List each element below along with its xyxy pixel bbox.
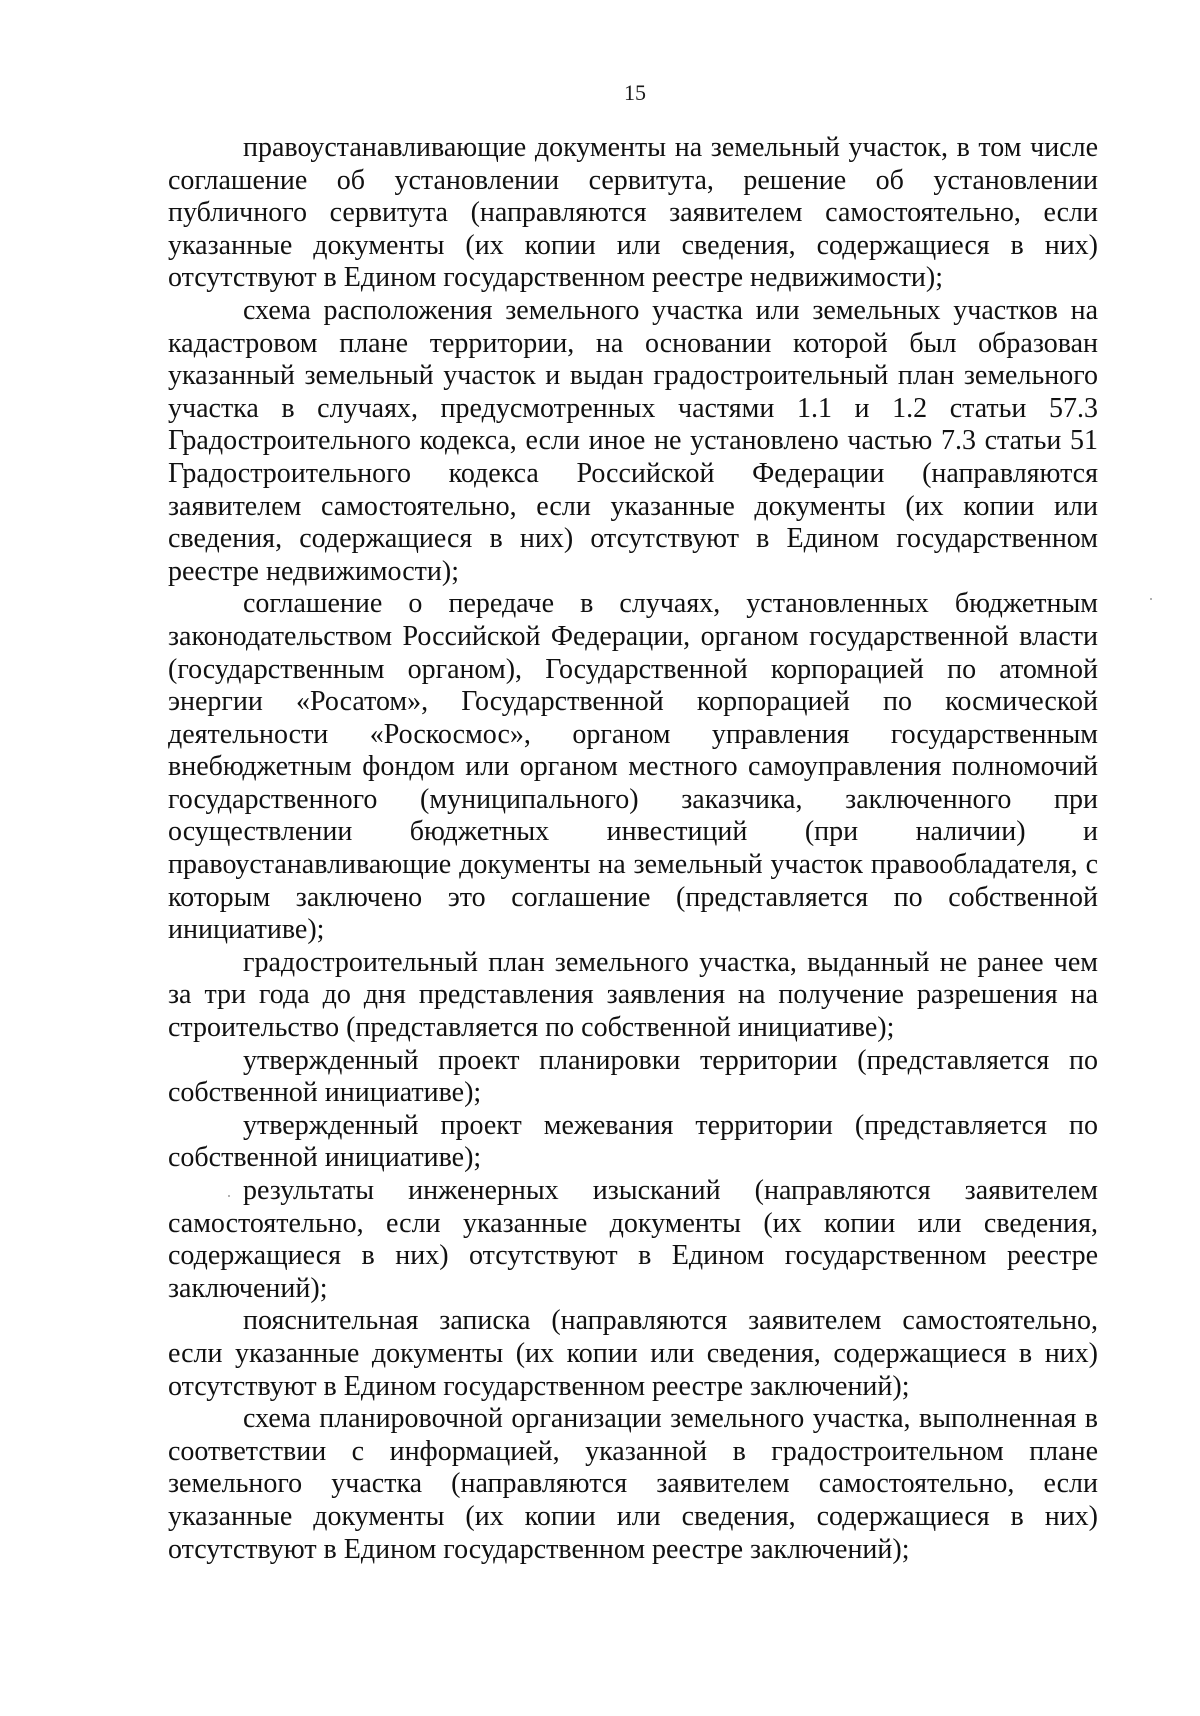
- paragraph-site-planning-scheme: схема планировочной организации земельного участка, выполненная в соответствии с информацией, указанной в градостроительном плане земельного участка (направляются заявителем самостоятельно, если указанные документы (их копии или сведения, содержащиеся в них) отсутствуют в Едином государственном реестре заключений);: [168, 1403, 1098, 1565]
- paragraph-transfer-agreement: соглашение о передаче в случаях, установленных бюджетным законодательством Российской Федерации, органом государственной власти (государственным органом), Государственной корпорацией по атомной энергии «Росатом», Государственной корпорацией по космической деятельности «Роскосмос», органом управления государственным внебюджетным фондом или органом местного самоуправления полномочий государственного (муниципального) заказчика, заключенного при осуществлении бюджетных инвестиций (при наличии) и правоустанавливающие документы на земельный участок правообладателя, с которым заключено это соглашение (представляется по собственной инициативе);: [168, 588, 1098, 946]
- paragraph-land-survey-project: утвержденный проект межевания территории (представляется по собственной инициативе);: [168, 1109, 1098, 1174]
- paragraph-land-title-documents: правоустанавливающие документы на земельный участок, в том числе соглашение об установлении сервитута, решение об установлении публичного сервитута (направляются заявителем самостоятельно, если указанные документы (их копии или сведения, содержащиеся в них) отсутствуют в Едином государственном реестре недвижимости);: [168, 132, 1098, 294]
- paragraph-explanatory-note: пояснительная записка (направляются заявителем самостоятельно, если указанные документы (их копии или сведения, содержащиеся в них) отсутствуют в Едином государственном реестре заключений);: [168, 1305, 1098, 1402]
- paragraph-urban-planning-plan: градостроительный план земельного участка, выданный не ранее чем за три года до дня представления заявления на получение разрешения на строительство (представляется по собственной инициативе);: [168, 946, 1098, 1044]
- paragraph-territory-planning-project: утвержденный проект планировки территории (представляется по собственной инициативе);: [168, 1044, 1098, 1109]
- scan-speck: [228, 1195, 230, 1197]
- paragraph-land-plot-layout-scheme: схема расположения земельного участка или земельных участков на кадастровом плане территории, на основании которой был образован указанный земельный участок и выдан градостроительный план земельного участка в случаях, предусмотренных частями 1.1 и 1.2 статьи 57.3 Градостроительного кодекса, если иное не установлено частью 7.3 статьи 51 Градостроительного кодекса Российской Федерации (направляются заявителем самостоятельно, если указанные документы (их копии или сведения, содержащиеся в них) отсутствуют в Едином государственном реестре недвижимости);: [168, 294, 1098, 587]
- scan-speck: [1150, 598, 1152, 600]
- paragraph-engineering-surveys: результаты инженерных изысканий (направляются заявителем самостоятельно, если указанные документы (их копии или сведения, содержащиеся в них) отсутствуют в Едином государственном реестре заключений);: [168, 1175, 1098, 1304]
- page-number: 15: [624, 80, 646, 105]
- document-body: [168, 132, 1098, 1566]
